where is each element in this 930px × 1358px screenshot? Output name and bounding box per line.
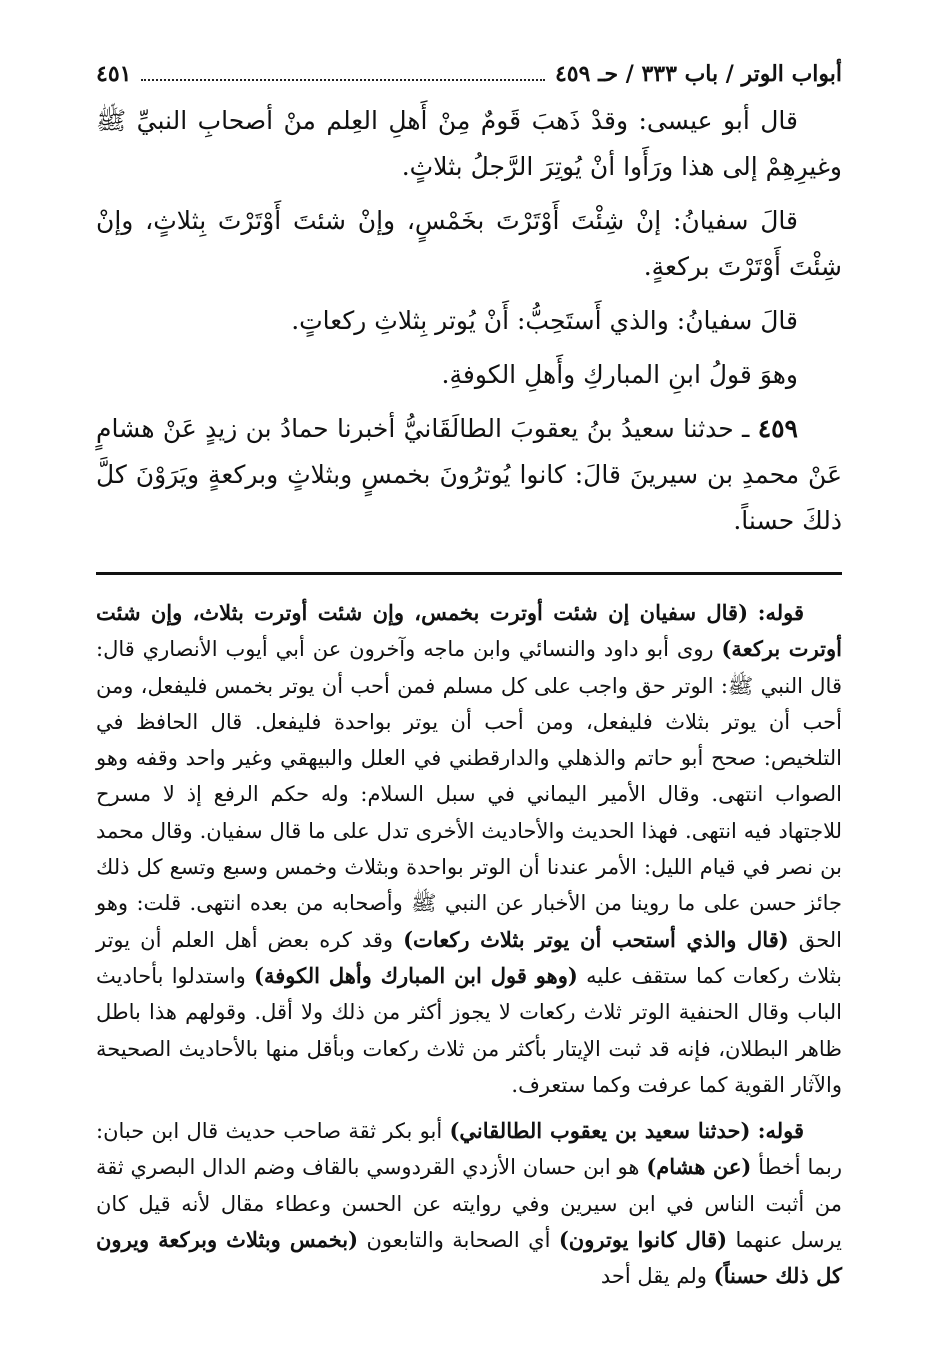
- commentary-text: هو ابن حسان الأزدي القردوسي بالقاف وضم الدال البصري ثقة من أثبت الناس في ابن سيرين وفي روايته عن الحسن وعطاء مقال لأنه قيل كان يرسل عنهما: [96, 1155, 842, 1253]
- page-number: ٤٥١: [96, 61, 132, 87]
- matn-paragraph: قال أبو عيسى: وقدْ ذَهبَ قَومٌ مِنْ أَهلِ العِلم منْ أصحابِ النبيِّ ﷺ وغيرِهِمْ إلى هذا ورَأَوا أنْ يُوتِرَ الرَّجلُ بثلاثٍ.: [96, 106, 842, 181]
- quoted-text: (قال كانوا يوترون): [558, 1227, 728, 1253]
- commentary: [96, 595, 842, 1295]
- matn-paragraph: وهوَ قولُ ابنِ المباركِ وأَهلِ الكوفةِ.: [441, 360, 798, 389]
- dotted-leader: [141, 63, 545, 81]
- commentary-paragraph: [96, 1113, 842, 1294]
- main-text: [96, 98, 842, 544]
- commentary-text: أي الصحابة والتابعون: [366, 1228, 551, 1253]
- hadith-paragraph: [96, 406, 842, 544]
- commentary-text: أبو بكر ثقة صاحب حديث قال ابن حبان: ربما أخطأ: [96, 1119, 842, 1180]
- commentary-text: وقد كره بعض أهل العلم أن يوتر بثلاث ركعات كما ستقف عليه: [96, 927, 842, 988]
- hadith-number: ٤٥٩: [757, 414, 798, 443]
- commentary-text: واستدلوا بأحاديث الباب وقال الحنفية الوتر ثلاث ركعات لا يجوز أكثر من ذلك ولا أقل. وقولهم هذا باطل ظاهر البطلان، فإنه قد ثبت الإيتار بأكثر من ثلاث ركعات وبأقل منها بالأحاديث الصحيحة والآثار القوية كما عرفت وكما ستعرف.: [96, 963, 842, 1097]
- quoted-text: (قال والذي أستحب أن يوتر بثلاث ركعات): [403, 926, 789, 952]
- quoted-text: (بخمس وبثلاث وبركعة ويرون كل ذلك حسناً): [96, 1227, 842, 1289]
- commentary-paragraph: [96, 595, 842, 1103]
- matn-paragraph: قالَ سفيانُ: إنْ شِئْتَ أَوْتَرْتَ بخَمْسٍ، وإنْ شئتَ أَوْتَرْتَ بِثلاثٍ، وإنْ شِئْتَ أَوْتَرْتَ بركعةٍ.: [96, 206, 842, 281]
- commentary-text: ولم يقل أحد: [600, 1264, 707, 1289]
- quoted-text: (عن هشام): [646, 1154, 752, 1180]
- quoted-text: (قال سفيان إن شئت أوترت بخمس، وإن شئت أوترت بثلاث، وإن شئت أوترت بركعة): [96, 600, 842, 662]
- header-title: أبواب الوتر / باب ٣٣٣ / حـ ٤٥٩: [554, 61, 842, 87]
- running-header: [96, 58, 842, 92]
- commentary-intro: قوله:: [757, 600, 805, 625]
- quoted-text: (حدثنا سعيد بن يعقوب الطالقاني): [449, 1118, 751, 1144]
- footnote-divider: [96, 572, 842, 575]
- quoted-text: (وهو قول ابن المبارك وأهل الكوفة): [254, 962, 578, 988]
- commentary-intro: قوله:: [757, 1118, 804, 1144]
- hadith-text: ـ حدثنا سعيدُ بنُ يعقوبَ الطالَقَانيُّ أخبرنا حمادُ بن زيدٍ عَنْ هشامٍ عَنْ محمدِ بن سيرينَ قالَ: كانوا يُوترُونَ بخمسٍ وبثلاثٍ وبركعةٍ ويَرَوْنَ كلَّ ذلكَ حسناً.: [96, 414, 842, 535]
- matn-paragraph: قالَ سفيانُ: والذي أَستَحِبُّ: أَنْ يُوتر بِثلاثِ ركعاتٍ.: [291, 306, 798, 335]
- commentary-text: روى أبو داود والنسائي وابن ماجه وآخرون عن أبي أيوب الأنصاري قال: قال النبي ﷺ: الوتر حق واجب على كل مسلم فمن أحب أن يوتر بخمس فليفعل، ومن أحب أن يوتر بثلاث فليفعل، ومن أحب أن يوتر بواحدة فليفعل. قال الحافظ في التلخيص: صحح أبو حاتم والذهلي والدارقطني في العلل والبيهقي وغير واحد وقفه وهو الصواب انتهى. وقال الأمير اليماني في سبل السلام: وله حكم الرفع إذ لا مسرح للاجتهاد فيه انتهى. فهذا الحديث والأحاديث الأخرى تدل على ما قال سفيان. وقال محمد بن نصر في قيام الليل: الأمر عندنا أن الوتر بواحدة وبثلاث وخمس وسبع وتسع كل ذلك جائز حسن على ما روينا من الأخبار عن النبي ﷺ وأصحابه من بعده انتهى. قلت: وهو الحق: [96, 637, 843, 952]
